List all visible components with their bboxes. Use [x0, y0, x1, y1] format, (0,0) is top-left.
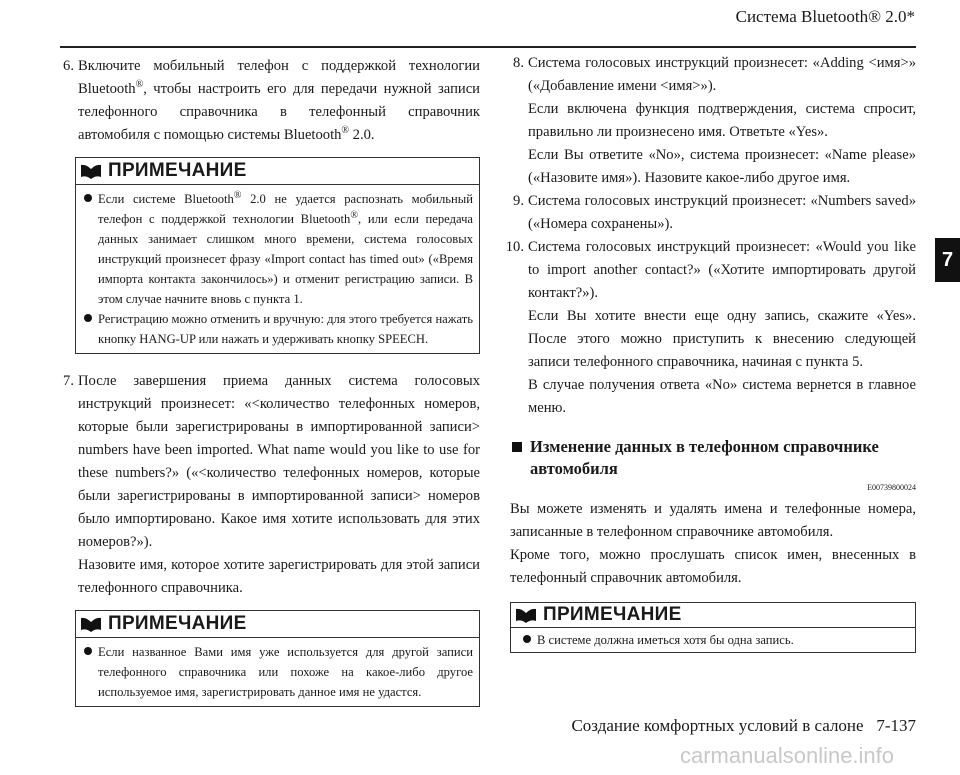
bullet-icon	[84, 642, 98, 702]
note-item: Если системе Bluetooth® 2.0 не удается распознать мобильный телефон с поддержкой технологии Bluetooth®, или если передача данных занимает слишком много времени, система голосовых инструкций произнесет фразу «Import contact has timed out» («Время импорта контакта закончилось») и отменит регистрацию записи. В этом случае начните вновь с пункта 1.	[84, 189, 473, 309]
section-paragraph: Кроме того, можно прослушать список имен, внесенных в телефонный справочник автомобиля.	[510, 547, 916, 586]
note-item: Если названное Вами имя уже используется для другой записи телефонного справочника или похоже на какое-либо другое используемое имя, зарегистрировать данное имя не удастся.	[84, 642, 473, 702]
page-footer: Создание комфортных условий в салоне 7-137	[571, 716, 916, 735]
page-number: 7-137	[876, 716, 916, 735]
step-number: 6.	[63, 58, 74, 74]
square-bullet-icon	[512, 442, 522, 452]
note-title: ПРИМЕЧАНИЕ	[108, 160, 247, 181]
step-8: 8. Система голосовых инструкций произнесет: «Adding <имя>» («Добавление имени <имя>»). Если включена функция подтверждения, система спросит, правильно ли произнесено имя. Ответьте «Yes». Если Вы ответите «No», система произнесет: «Name please» («Назовите имя»). Назовите какое-либо другое имя.	[513, 55, 916, 186]
book-icon	[515, 607, 537, 623]
step-10: 10. Система голосовых инструкций произнесет: «Would you like to import another contact?» («Хотите импортировать другой контакт?»). Если Вы хотите внести еще одну запись, скажите «Yes». После этого можно приступить к внесению следующей записи телефонного справочника, начиная с пункта 5. В случае получения ответа «No» система вернется в главное меню.	[505, 239, 916, 416]
book-icon	[80, 616, 102, 632]
note-title: ПРИМЕЧАНИЕ	[543, 604, 682, 625]
book-icon	[80, 163, 102, 179]
header-rule	[60, 46, 916, 48]
note-item: Регистрацию можно отменить и вручную: для этого требуется нажать кнопку HANG-UP или нажать и удерживать кнопку SPEECH.	[84, 309, 473, 349]
section-heading: Изменение данных в телефонном справочнике автомобиля	[510, 436, 916, 480]
bullet-icon	[84, 309, 98, 349]
note-title: ПРИМЕЧАНИЕ	[108, 613, 247, 634]
running-header: Система Bluetooth® 2.0*	[735, 7, 915, 26]
watermark: carmanualsonline.info	[680, 743, 895, 768]
note-box	[75, 157, 480, 354]
bullet-icon	[523, 630, 537, 650]
section-code: E00739800024	[867, 483, 916, 492]
step-9: 9. Система голосовых инструкций произнесет: «Numbers saved» («Номера сохранены»).	[513, 193, 916, 232]
note-box	[510, 602, 916, 653]
chapter-tab: 7	[935, 238, 960, 282]
step-6	[50, 55, 480, 147]
step-7: 7. После завершения приема данных система голосовых инструкций произнесет: «<количество телефонных номеров, которые были зарегистрированы в импортированной записи> numbers have been imported. What name would you like to use for these numbers?» («<количество телефонных номеров, которые были зарегистрированы в импортированной записи> номеров было импортировано. Какое имя хотите использовать для этих номеров?»). Назовите имя, которое хотите зарегистрировать для этой записи телефонного справочника.	[63, 373, 480, 596]
bullet-icon	[84, 189, 98, 309]
note-item: В системе должна иметься хотя бы одна запись.	[523, 630, 909, 650]
step-6-text: Включите мобильный телефон с поддержкой технологии Bluetooth®, чтобы настроить его для передачи нужной записи телефонного справочника в телефонный справочник автомобиля с помощью системы Bluetooth® 2.0.	[78, 58, 480, 143]
note-box	[75, 610, 480, 707]
section-paragraph: Вы можете изменять и удалять имена и телефонные номера, записанные в телефонном справочнике автомобиля.	[510, 501, 916, 540]
